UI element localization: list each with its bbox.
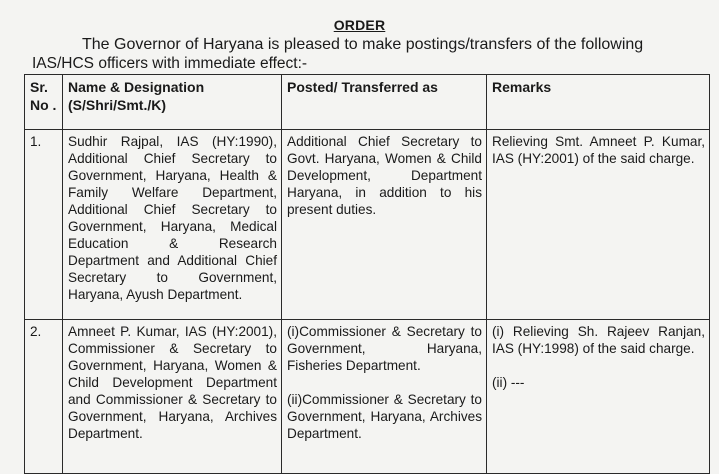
header-name-designation: Name & Designation (S/Shri/Smt./K) bbox=[63, 75, 282, 130]
header-remarks: Remarks bbox=[487, 75, 710, 130]
table-row bbox=[25, 130, 710, 320]
posted-item-2: (ii)Commissioner & Secretary to Government, Haryana, Archives Department. bbox=[287, 392, 482, 441]
intro-paragraph bbox=[32, 35, 698, 73]
intro-line-2: IAS/HCS officers with immediate effect:- bbox=[32, 55, 308, 72]
intro-line-1: The Governor of Haryana is pleased to make postings/transfers of the following bbox=[82, 36, 644, 53]
order-heading: ORDER bbox=[333, 17, 386, 33]
table-header-row bbox=[25, 75, 710, 130]
remarks-item-2: (ii) --- bbox=[492, 375, 525, 390]
cell-sr-no: 2. bbox=[25, 320, 63, 474]
header-posted-transferred: Posted/ Transferred as bbox=[282, 75, 487, 130]
cell-remarks: Relieving Smt. Amneet P. Kumar, IAS (HY:2001) of the said charge. bbox=[487, 130, 710, 320]
cell-name-designation: Sudhir Rajpal, IAS (HY:1990), Additional Chief Secretary to Government, Haryana, Health & Family Welfare Department, Additional Chief Secretary to Government, Haryana, Medical Education & Research Department and Additional Chief Secretary to Government, Haryana, Ayush Department. bbox=[63, 130, 282, 320]
posted-item-1: (i)Commissioner & Secretary to Government, Haryana, Fisheries Department. bbox=[287, 324, 482, 373]
remarks-item-1: (i) Relieving Sh. Rajeev Ranjan, IAS (HY:1998) of the said charge. bbox=[492, 324, 705, 356]
cell-sr-no: 1. bbox=[25, 130, 63, 320]
postings-table bbox=[24, 74, 710, 474]
cell-remarks bbox=[487, 320, 710, 474]
cell-posted-transferred: Additional Chief Secretary to Govt. Haryana, Women & Child Development, Department Haryana, in addition to his present duties. bbox=[282, 130, 487, 320]
header-sr-no: Sr. No . bbox=[25, 75, 63, 130]
cell-name-designation: Amneet P. Kumar, IAS (HY:2001), Commissioner & Secretary to Government, Haryana, Women & Child Development Department and Commissioner & Secretary to Government, Haryana, Archives Department. bbox=[63, 320, 282, 474]
cell-posted-transferred bbox=[282, 320, 487, 474]
table-row bbox=[25, 320, 710, 474]
